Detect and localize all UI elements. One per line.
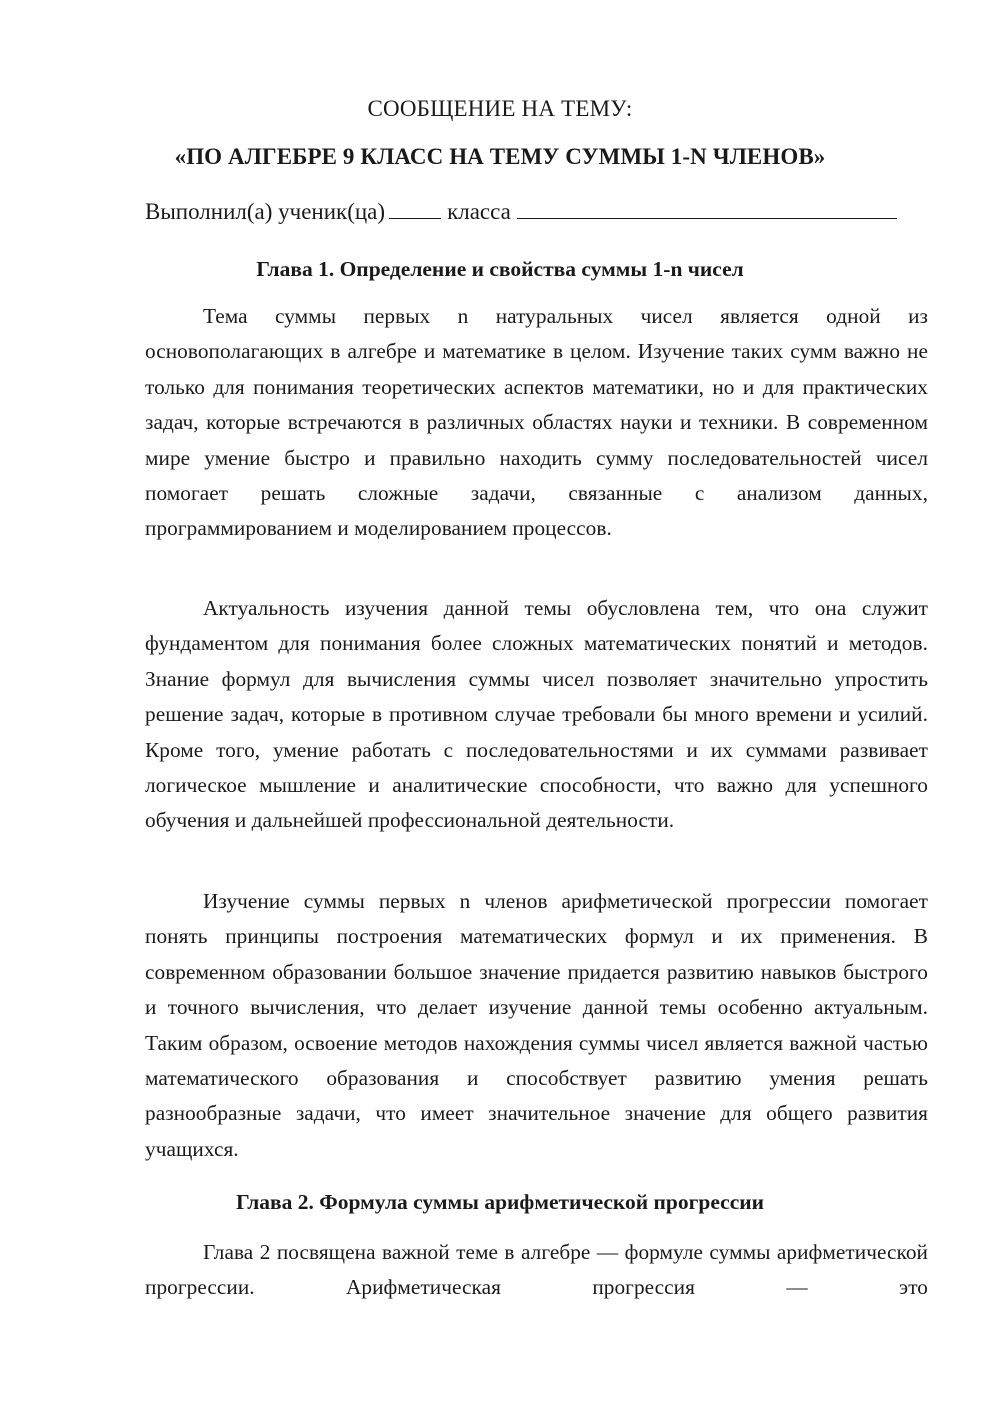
chapter-1-heading: Глава 1. Определение и свойства суммы 1-n чисел — [256, 257, 744, 281]
chapter-2-heading: Глава 2. Формула суммы арифметической прогрессии — [235, 1190, 765, 1214]
document-subtitle: «ПО АЛГЕБРЕ 9 КЛАСС НА ТЕМУ СУММЫ 1-N ЧЛЕНОВ» — [174, 144, 826, 169]
class-name-blank — [517, 200, 897, 219]
chapter-2-paragraph-1: Глава 2 посвящена важной теме в алгебре — формуле суммы арифметической прогрессии. Арифметическая прогрессия — это — [145, 1240, 928, 1300]
chapter-1-paragraph-1: Тема суммы первых n натуральных чисел является одной из основополагающих в алгебре и математике в целом. Изучение таких сумм важно не только для понимания теоретических аспектов математики, но и для практических задач, которые встречаются в различных областях науки и техники. В современном мире умение быстро и правильно находить сумму последовательностей чисел помогает решать сложные задачи, связанные с анализом данных, программированием и моделированием процессов. — [145, 304, 928, 541]
author-class-label: класса — [447, 199, 511, 224]
author-prefix: Выполнил(а) ученик(ца) — [145, 199, 386, 224]
chapter-1-paragraph-2: Актуальность изучения данной темы обусловлена тем, что она служит фундаментом для понимания более сложных математических понятий и методов. Знание формул для вычисления суммы чисел позволяет значительно упростить решение задач, которые в противном случае требовали бы много времени и усилий. Кроме того, умение работать с последовательностями и их суммами развивает логическое мышление и аналитические способности, что важно для успешного обучения и дальнейшей профессиональной деятельности. — [145, 596, 928, 833]
chapter-1-paragraph-3: Изучение суммы первых n членов арифметической прогрессии помогает понять принципы построения математических формул и их применения. В современном образовании большое значение придается развитию навыков быстрого и точного вычисления, что делает изучение данной темы особенно актуальным. Таким образом, освоение методов нахождения суммы чисел является важной частью математического образования и способствует развитию умения решать разнообразные задачи, что имеет значительное значение для общего развития учащихся. — [145, 889, 928, 1161]
author-line — [145, 199, 935, 225]
document-title: СООБЩЕНИЕ НА ТЕМУ: — [367, 96, 633, 121]
class-number-blank — [389, 200, 441, 219]
